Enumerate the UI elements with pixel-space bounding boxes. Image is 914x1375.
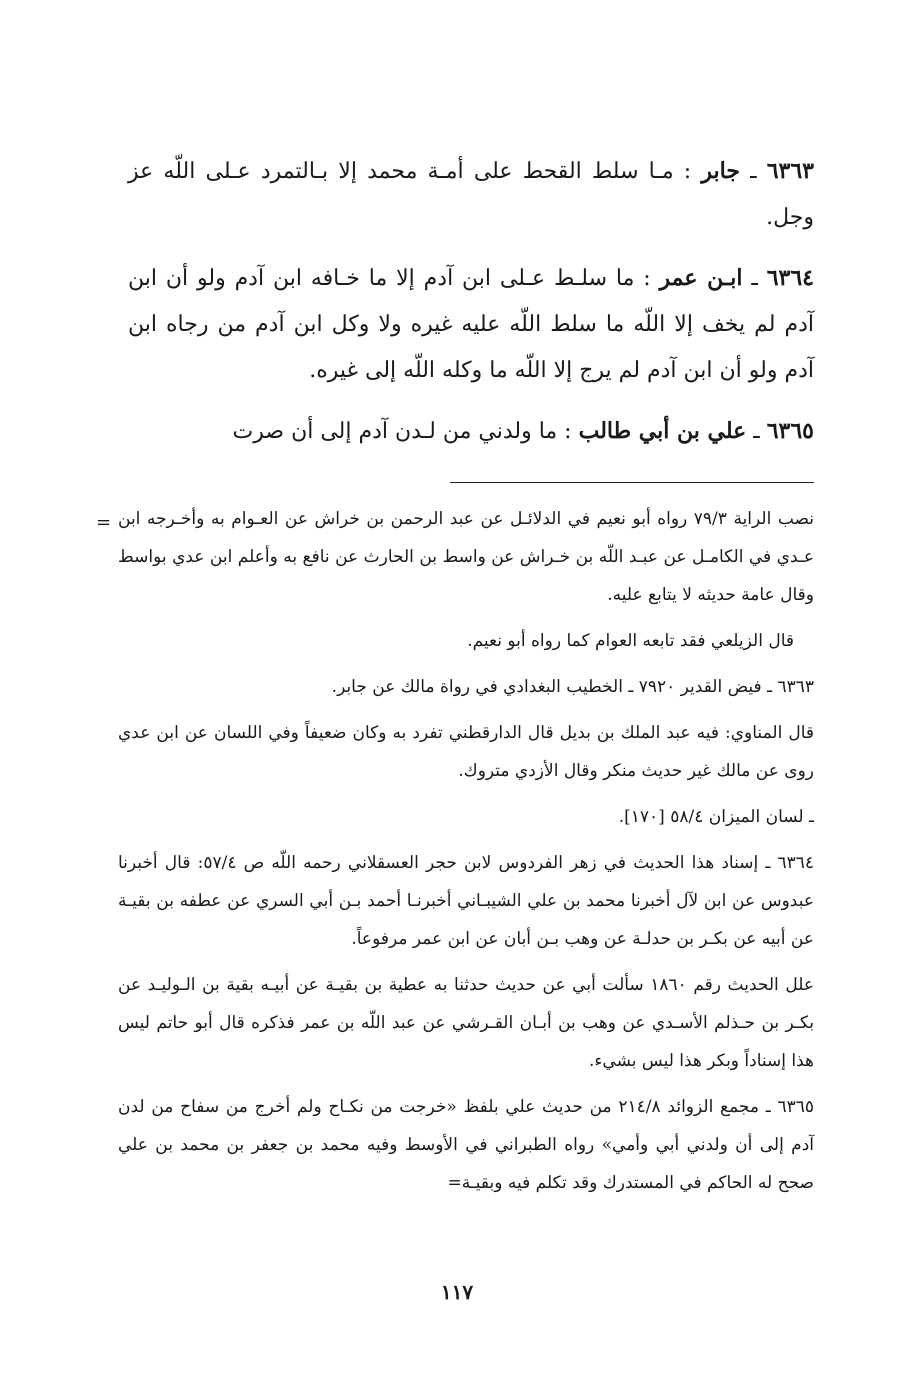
- hadith-text: : مـا سلط القحط على أمـة محمد إلا بـالتمرد عـلى اللّه عز وجل.: [128, 159, 814, 230]
- footnote-paragraph: علل الحديث رقم ١٨٦٠ سألت أبي عن حديث حدثنا به عطية بن بقيـة عن أبيـه بقية بن الـوليـد عن بكـر بن حـذلم الأسـدي عن وهب بن أبـان القـرشي عن عبد اللّه بن عمر فذكره قال أبو حاتم ليس هذا إسناداً وبكر هذا ليس بشيء.: [118, 975, 814, 1071]
- footnote-paragraph: ٦٣٦٤ ـ إسناد هذا الحديث في زهر الفردوس لابن حجر العسقلاني رحمه اللّه ص ٥٧/٤: قال أخبرنا عبدوس عن ابن لآل أخبرنا محمد بن علي الشيبـاني أخبرنـا أحمد بـن أبي السري عن عطفه بن بقيـة عن أبيه عن بكـر بن حدلـة عن وهب بـن أبان عن ابن عمر مرفوعاً.: [118, 853, 814, 949]
- footnote-paragraph: قال المناوي: فيه عبد الملك بن بديل قال الدارقطني تفرد به وكان ضعيفاً وفي اللسان عن ابن عدي روى عن مالك غير حديث منكر وقال الأزدي متروك.: [118, 723, 814, 781]
- dash: ـ: [746, 419, 760, 444]
- hadith-number: ٦٣٦٥: [766, 418, 814, 444]
- hadith-6363: [128, 148, 814, 241]
- hadith-number: ٦٣٦٤: [766, 265, 814, 291]
- footnote-paragraph: ٦٣٦٥ ـ مجمع الزوائد ٢١٤/٨ من حديث علي بلفظ «خرجت من نكـاح ولم أخرج من سفاح من لدن آدم إلى أن ولدني أبي وأمي» رواه الطبراني في الأوسط وفيه محمد بن جعفر بن محمد بن علي صحح له الحاكم في المستدرك وقد تكلم فيه وبقيـة=: [118, 1097, 814, 1193]
- footnotes: [118, 500, 814, 1210]
- hadith-narrator: علي بن أبي طالب: [578, 418, 747, 444]
- footnote-paragraph: ٦٣٦٣ ـ فيض القدير ٧٩٢٠ ـ الخطيب البغدادي في رواة مالك عن جابر.: [331, 677, 814, 697]
- hadith-6365: [128, 408, 814, 455]
- hadith-narrator: جابر: [701, 158, 740, 184]
- main-text: [128, 148, 814, 469]
- hadith-narrator: ابـن عمر: [659, 265, 743, 291]
- continuation-mark: =: [96, 512, 112, 533]
- footnote-paragraph: ـ لسان الميزان ٥٨/٤ [١٧٠].: [618, 807, 814, 827]
- footnote-paragraph: نصب الراية ٧٩/٣ رواه أبو نعيم في الدلائـل عن عبد الرحمن بن خراش عن العـوام به وأخـرجه ابن عـدي في الكامـل عن عبـد اللّه بن خـراش عن واسط بن الحارث عن نافع به وأعلم ابن عدي بواسط وقال عامة حديثه لا يتابع عليه.: [118, 509, 815, 605]
- hadith-6364: [128, 255, 814, 394]
- dash: ـ: [742, 266, 758, 291]
- dash: ـ: [739, 159, 757, 184]
- footnote-separator: [450, 482, 814, 483]
- page-number: ١١٧: [440, 1280, 474, 1304]
- footnote-paragraph: قال الزيلعي فقد تابعه العوام كما رواه أبو نعيم.: [467, 631, 794, 651]
- hadith-text: : ما ولدني من لـدن آدم إلى أن صرت: [232, 419, 572, 444]
- hadith-text: : ما سلـط عـلى ابن آدم إلا ما خـافه ابن آدم ولو أن ابن آدم لم يخف إلا اللّه ما سلط اللّه عليه غيره ولا وكل ابن آدم من رجاه ابن آدم ولو أن ابن آدم لم يرج إلا اللّه ما وكله اللّه إلى غيره.: [128, 266, 814, 383]
- hadith-number: ٦٣٦٣: [766, 158, 814, 184]
